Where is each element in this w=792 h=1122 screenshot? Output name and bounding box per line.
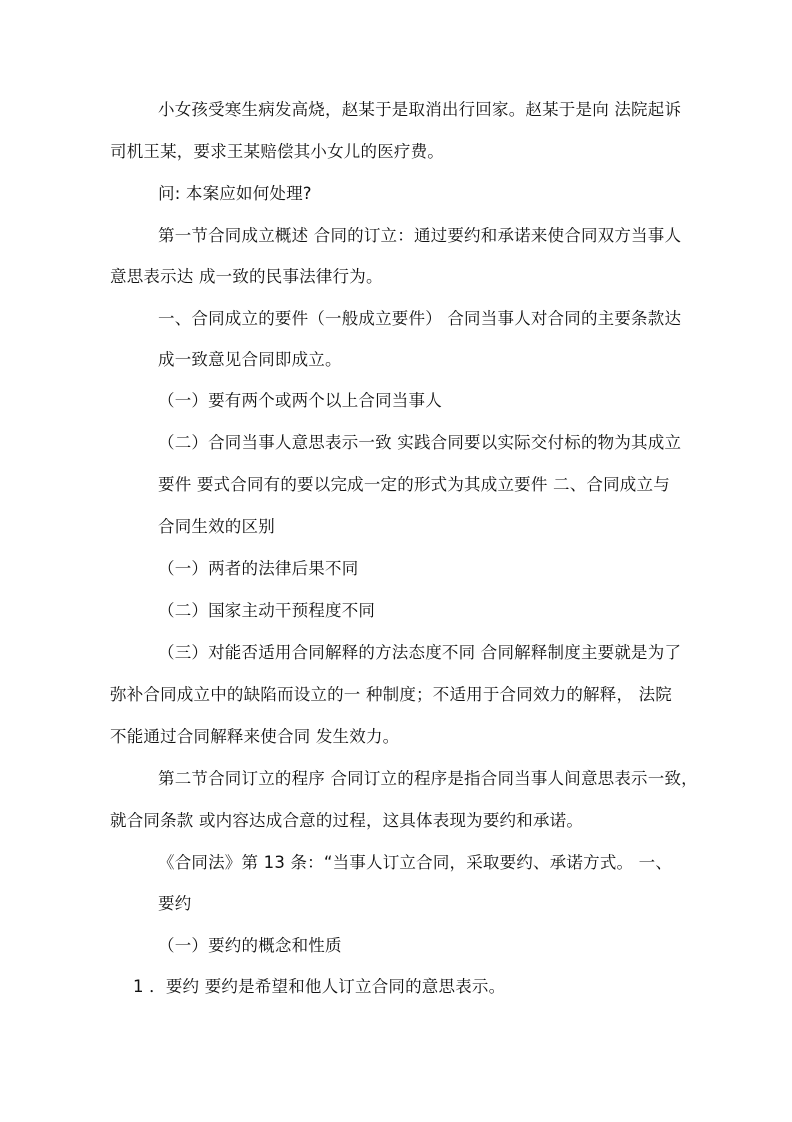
text-line-22: 1 ．要约 要约是希望和他人订立合同的意思表示。 — [133, 977, 506, 996]
text-line-10: 要件 要式合同有的要以完成一定的形式为其成立要件 二、合同成立与 — [158, 475, 670, 494]
text-line-13: （二）国家主动干预程度不同 — [158, 601, 376, 620]
text-line-15: 弥补合同成立中的缺陷而设立的一 种制度；不适用于合同效力的解释， 法院 — [110, 685, 672, 704]
text-line-3: 问: 本案应如何处理? — [158, 184, 312, 203]
text-line-2: 司机王某，要求王某赔偿其小女儿的医疗费。 — [110, 142, 444, 161]
text-line-9: （二）合同当事人意思表示一致 实践合同要以实际交付标的物为其成立 — [158, 433, 682, 452]
text-line-14: （三）对能否适用合同解释的方法态度不同 合同解释制度主要就是为了 — [158, 643, 682, 662]
text-line-8: （一）要有两个或两个以上合同当事人 — [158, 391, 442, 410]
text-line-1: 小女孩受寒生病发高烧，赵某于是取消出行回家。赵某于是向 法院起诉 — [158, 100, 682, 119]
text-line-6: 一、合同成立的要件（一般成立要件） 合同当事人对合同的主要条款达 — [158, 309, 682, 328]
text-line-20: 要约 — [158, 894, 192, 913]
text-line-19: 《合同法》第 13 条：“当事人订立合同，采取要约、承诺方式。 一、 — [158, 853, 673, 872]
text-line-4: 第一节合同成立概述 合同的订立：通过要约和承诺来使合同双方当事人 — [158, 226, 682, 245]
text-line-11: 合同生效的区别 — [158, 517, 275, 536]
text-line-7: 成一致意见合同即成立。 — [158, 350, 342, 369]
text-line-21: （一）要约的概念和性质 — [158, 936, 342, 955]
text-line-17: 第二节合同订立的程序 合同订立的程序是指合同当事人间意思表示一致， — [158, 769, 698, 788]
text-line-16: 不能通过合同解释来使合同 发生效力。 — [110, 727, 400, 746]
text-line-18: 就合同条款 或内容达成合意的过程，这具体表现为要约和承诺。 — [110, 811, 584, 830]
text-line-12: （一）两者的法律后果不同 — [158, 559, 359, 578]
text-line-5: 意思表示达 成一致的民事法律行为。 — [110, 267, 383, 286]
